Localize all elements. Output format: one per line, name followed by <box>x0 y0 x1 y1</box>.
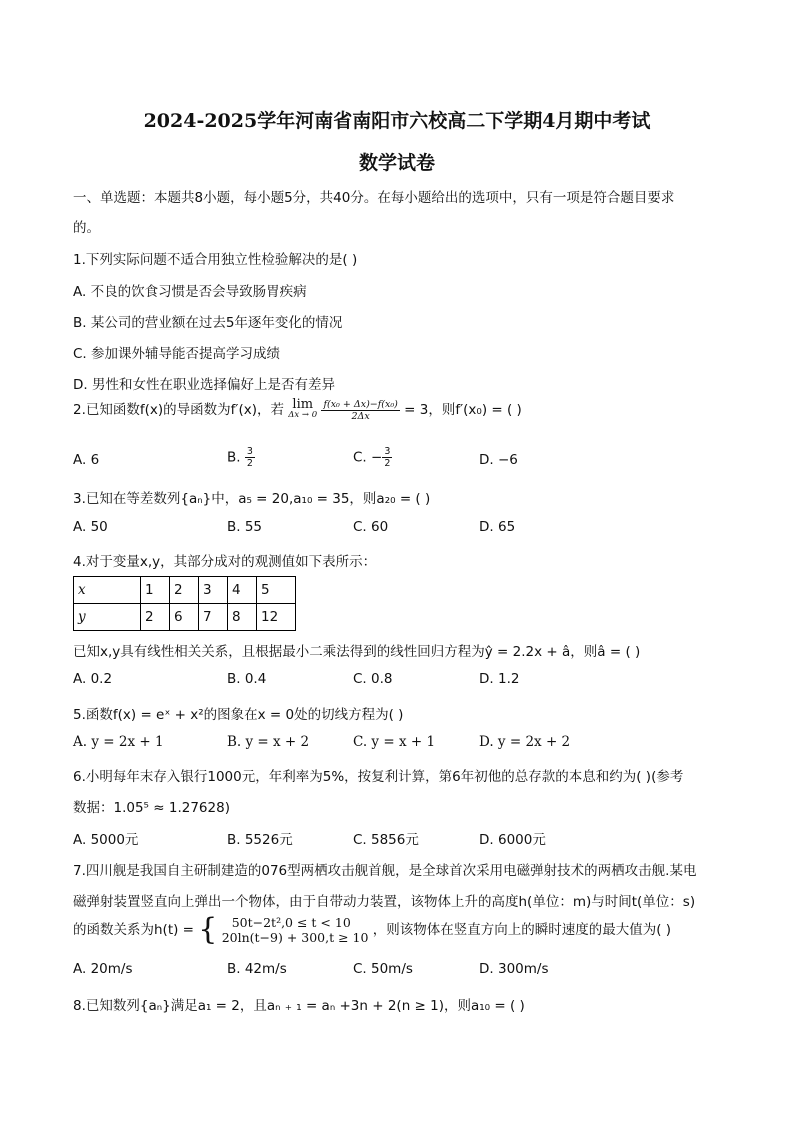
section-instructions-line1: 一、单选题：本题共8小题，每小题5分，共40分。在每小题给出的选项中，只有一项是符合题目要求 <box>73 190 675 206</box>
q2-lim-word: lim <box>292 397 314 412</box>
table-cell: 6 <box>170 604 199 631</box>
q6-option-b: B. 5526元 <box>227 832 293 848</box>
table-cell: 1 <box>141 577 170 604</box>
q2-b-num: 3 <box>246 446 253 457</box>
table-cell: 5 <box>257 577 296 604</box>
q6-option-d: D. 6000元 <box>479 832 546 848</box>
q4-stem-2: 已知x,y具有线性相关关系，且根据最小二乘法得到的线性回归方程为ŷ = 2.2x + â，则â = ( ) <box>73 644 641 660</box>
q6-option-a: A. 5000元 <box>73 832 139 848</box>
q2-limit <box>288 399 317 421</box>
q1-option-d: D. 男性和女性在职业选择偏好上是否有差异 <box>73 377 335 393</box>
q2-option-b-frac <box>245 446 255 469</box>
q3-option-b: B. 55 <box>227 519 263 535</box>
q2-option-c-prefix: C. − <box>353 449 383 466</box>
table-cell: 7 <box>199 604 228 631</box>
table-cell: 2 <box>141 604 170 631</box>
q3-option-d: D. 65 <box>479 519 516 535</box>
q7-stem-line1: 7.四川舰是我国自主研制建造的076型两栖攻击舰首舰，是全球首次采用电磁弹射技术的两栖攻击舰.某电 <box>73 863 697 879</box>
q2-frac-den: 2Δx <box>351 410 370 422</box>
q6-stem-line1: 6.小明每年末存入银行1000元，年利率为5%，按复利计算，第6年初他的总存款的本息和约为( )(参考 <box>73 769 684 785</box>
piecewise-brace: { <box>198 912 218 947</box>
q4-observation-table <box>73 576 296 631</box>
q3-option-a: A. 50 <box>73 519 108 535</box>
q2-option-b <box>227 446 255 469</box>
table-cell: 4 <box>228 577 257 604</box>
q7-stem-line3-b: ，则该物体在竖直方向上的瞬时速度的最大值为( ) <box>372 922 672 938</box>
q2-c-den: 2 <box>384 458 391 469</box>
q7-option-a: A. 20m/s <box>73 961 133 977</box>
exam-subtitle: 数学试卷 <box>358 152 435 174</box>
q4-option-c: C. 0.8 <box>353 671 393 687</box>
q2-option-b-prefix: B. <box>227 449 245 466</box>
q3-option-c: C. 60 <box>353 519 389 535</box>
q2-lim-sub: Δx → 0 <box>288 410 318 420</box>
q1-option-c: C. 参加课外辅导能否提高学习成绩 <box>73 346 281 362</box>
table-cell: 8 <box>228 604 257 631</box>
q5-option-d: D. y = 2x + 2 <box>479 734 571 750</box>
q2-c-num: 3 <box>384 446 391 457</box>
q2-option-c <box>353 446 392 469</box>
q5-option-b: B. y = x + 2 <box>227 734 310 750</box>
q5-stem: 5.函数f(x) = eˣ + x²的图象在x = 0处的切线方程为( ) <box>73 707 404 723</box>
table-row <box>74 577 296 604</box>
q5-option-c: C. y = x + 1 <box>353 734 436 750</box>
q7-piece-2: 20ln(t−9) + 300,t ≥ 10 <box>221 930 369 945</box>
q2-option-d: D. −6 <box>479 452 518 468</box>
q4-option-d: D. 1.2 <box>479 671 520 687</box>
q4-stem: 4.对于变量x,y，其部分成对的观测值如下表所示： <box>73 554 377 570</box>
q1-stem: 1.下列实际问题不适合用独立性检验解决的是( ) <box>73 252 358 268</box>
q2-option-c-frac <box>382 446 392 469</box>
q7-stem-line3-a: 的函数关系为h(t) = <box>73 922 194 938</box>
q7-piece-1: 50t−2t²,0 ≤ t < 10 <box>231 915 351 930</box>
q7-stem-line3 <box>73 912 672 947</box>
q2-fraction <box>321 399 399 422</box>
q1-option-b: B. 某公司的营业额在过去5年逐年变化的情况 <box>73 315 343 331</box>
q7-stem-line2: 磁弹射装置竖直向上弹出一个物体，由于自带动力装置，该物体上升的高度h(单位：m)与时间t(单位：s) <box>73 894 696 910</box>
table-row <box>74 604 296 631</box>
q5-option-a: A. y = 2x + 1 <box>73 734 164 750</box>
q6-stem-line2: 数据：1.05⁵ ≈ 1.27628) <box>73 800 230 816</box>
q6-option-c: C. 5856元 <box>353 832 419 848</box>
table-cell: y <box>74 604 141 631</box>
q7-option-d: D. 300m/s <box>479 961 549 977</box>
exam-title: 2024-2025学年河南省南阳市六校高二下学期4月期中考试 <box>143 110 651 132</box>
q2-frac-num: f(x₀ + Δx)−f(x₀) <box>323 398 398 410</box>
section-instructions-line2: 的。 <box>73 220 100 236</box>
q4-option-a: A. 0.2 <box>73 671 113 687</box>
q8-stem: 8.已知数列{aₙ}满足a₁ = 2，且aₙ ₊ ₁ = aₙ +3n + 2(n ≥ 1)，则a₁₀ = ( ) <box>73 998 525 1014</box>
q2-stem <box>73 398 522 422</box>
q3-stem: 3.已知在等差数列{aₙ}中，a₅ = 20,a₁₀ = 35，则a₂₀ = ( ) <box>73 491 431 507</box>
table-cell: x <box>74 577 141 604</box>
table-cell: 2 <box>170 577 199 604</box>
table-cell: 3 <box>199 577 228 604</box>
table-cell: 12 <box>257 604 296 631</box>
q2-option-a: A. 6 <box>73 452 100 468</box>
q7-option-b: B. 42m/s <box>227 961 287 977</box>
q4-option-b: B. 0.4 <box>227 671 267 687</box>
q2-stem-b: = 3，则f′(x₀) = ( ) <box>404 402 522 418</box>
q7-option-c: C. 50m/s <box>353 961 413 977</box>
q7-piecewise <box>222 915 369 945</box>
q1-option-a: A. 不良的饮食习惯是否会导致肠胃疾病 <box>73 284 307 300</box>
q2-stem-a: 2.已知函数f(x)的导函数为f′(x)，若 <box>73 402 284 418</box>
q2-b-den: 2 <box>246 458 253 469</box>
